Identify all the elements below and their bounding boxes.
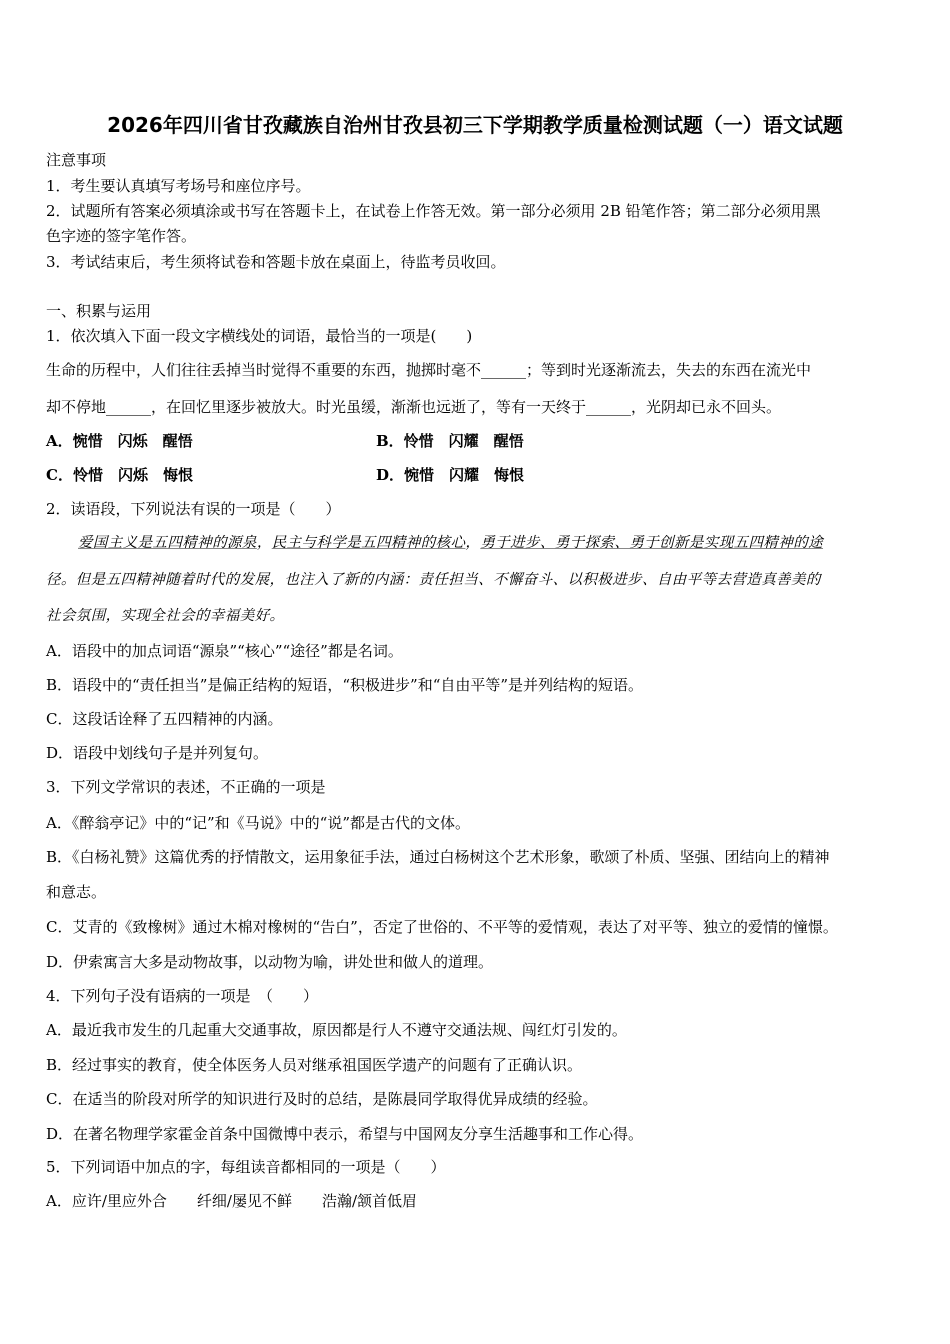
q2-stem: 2．读语段，下列说法有误的一项是（ ） bbox=[46, 500, 341, 518]
q2-passage-line: 径。但是五四精神随着时代的发展，也注入了新的内涵：责任担当、不懈奋斗、以积极进步、自由平等去营造真善美的 bbox=[46, 572, 821, 588]
q3-option-b: B．《白杨礼赞》这篇优秀的抒情散文，运用象征手法，通过白杨树这个艺术形象，歌颂了朴质、坚强、团结向上的精神 bbox=[46, 848, 830, 866]
notice-item: 2．试题所有答案必须填涂或书写在答题卡上，在试卷上作答无效。第一部分必须用 2B 铅笔作答；第二部分必须用黑 bbox=[46, 202, 821, 220]
q1-text: 却不停地______，在回忆里逐步被放大。时光虽缓，渐渐也远逝了，等有一天终于______，光阴却已永不回头。 bbox=[46, 398, 782, 416]
q4-option-a: A．最近我市发生的几起重大交通事故，原因都是行人不遵守交通法规、闯红灯引发的。 bbox=[46, 1021, 627, 1039]
q4-option-b: B．经过事实的教育，使全体医务人员对继承祖国医学遗产的问题有了正确认识。 bbox=[46, 1056, 583, 1074]
q3-option-a: A．《醉翁亭记》中的“记”和《马说》中的“说”都是古代的文体。 bbox=[46, 814, 471, 832]
underlined-clause: 民主与科学是五四精神的核心 bbox=[271, 535, 466, 551]
q4-option-d: D．在著名物理学家霍金首条中国微博中表示，希望与中国网友分享生活趣事和工作心得。 bbox=[46, 1125, 644, 1143]
notice-item: 3．考试结束后，考生须将试卷和答题卡放在桌面上，待监考员收回。 bbox=[46, 253, 506, 271]
q2-option-b: B．语段中的“责任担当”是偏正结构的短语，“积极进步”和“自由平等”是并列结构的短语。 bbox=[46, 676, 644, 694]
q4-option-c: C．在适当的阶段对所学的知识进行及时的总结，是陈晨同学取得优异成绩的经验。 bbox=[46, 1090, 598, 1108]
page-title: 2026年四川省甘孜藏族自治州甘孜县初三下学期教学质量检测试题（一）语文试题 bbox=[107, 113, 843, 137]
q1-option-b: B．怜惜 闪耀 醒悟 bbox=[376, 432, 524, 450]
q1-stem: 1．依次填入下面一段文字横线处的词语，最恰当的一项是( ) bbox=[46, 327, 473, 345]
notice-heading: 注意事项 bbox=[46, 151, 107, 169]
notice-item: 1．考生要认真填写考场号和座位序号。 bbox=[46, 177, 311, 195]
section-heading: 一、积累与运用 bbox=[46, 302, 152, 320]
underlined-clause: 爱国主义是五四精神的源泉 bbox=[78, 535, 257, 551]
q1-option-a: A．惋惜 闪烁 醒悟 bbox=[46, 432, 193, 450]
q5-option-a: A．应许/里应外合 纤细/屡见不鲜 浩瀚/颔首低眉 bbox=[46, 1192, 417, 1210]
q5-stem: 5．下列词语中加点的字，每组读音都相同的一项是（ ） bbox=[46, 1158, 446, 1176]
q2-passage-line: 社会氛围，实现全社会的幸福美好。 bbox=[46, 608, 285, 624]
q3-option-b-cont: 和意志。 bbox=[46, 883, 107, 901]
q2-option-d: D．语段中划线句子是并列复句。 bbox=[46, 744, 269, 762]
q2-option-c: C．这段话诠释了五四精神的内涵。 bbox=[46, 710, 283, 728]
q1-option-c: C．怜惜 闪烁 悔恨 bbox=[46, 466, 193, 484]
punct: ， bbox=[465, 535, 481, 551]
q3-option-c: C．艾青的《致橡树》通过木棉对橡树的“告白”，否定了世俗的、不平等的爱情观，表达了对平等、独立的爱情的憧憬。 bbox=[46, 918, 838, 936]
q4-stem: 4．下列句子没有语病的一项是 （ ） bbox=[46, 987, 319, 1005]
notice-item: 色字迹的签字笔作答。 bbox=[46, 227, 197, 245]
punct: ， bbox=[256, 535, 272, 551]
underlined-clause: 勇于进步、勇于探索、勇于创新是实现五四精神的途 bbox=[480, 535, 824, 551]
q3-option-d: D．伊索寓言大多是动物故事，以动物为喻，讲处世和做人的道理。 bbox=[46, 953, 494, 971]
q2-option-a: A．语段中的加点词语“源泉”“核心”“途径”都是名词。 bbox=[46, 642, 403, 660]
q2-passage-line bbox=[78, 533, 823, 553]
q1-text: 生命的历程中，人们往往丢掉当时觉得不重要的东西，抛掷时毫不______；等到时光逐渐流去，失去的东西在流光中 bbox=[46, 361, 812, 379]
q1-option-d: D．惋惜 闪耀 悔恨 bbox=[376, 466, 525, 484]
q3-stem: 3．下列文学常识的表述，不正确的一项是 bbox=[46, 778, 326, 796]
